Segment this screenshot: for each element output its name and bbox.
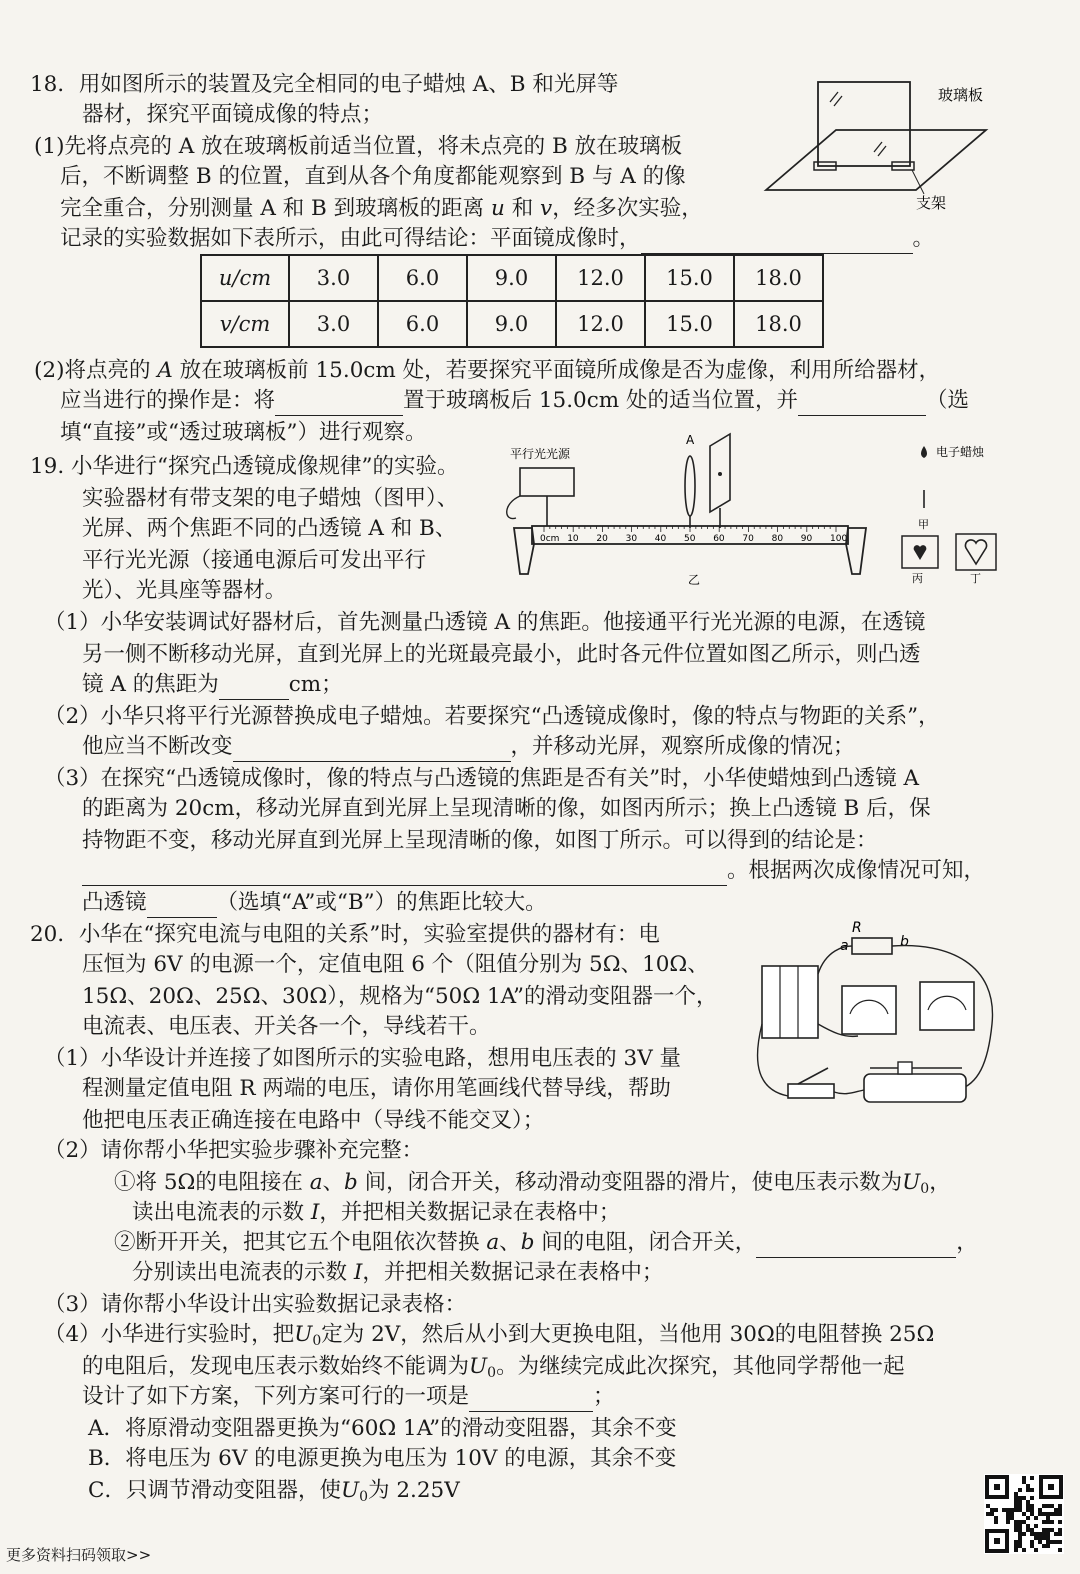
q20-text: 定为 2V，然后从小到大更换电阻，当他用 30Ω的电阻替换 25Ω bbox=[321, 1322, 935, 1347]
ruler-tick-label: 20 bbox=[596, 534, 608, 544]
q18-part2-line2 bbox=[60, 386, 969, 416]
q19-line1: 19. 小华进行“探究凸透镜成像规律”的实验。 bbox=[30, 454, 459, 479]
qr-module bbox=[1018, 1532, 1022, 1536]
glass-hatch bbox=[878, 146, 886, 156]
answer-blank-option[interactable] bbox=[469, 1389, 593, 1412]
ruler-tick-label: 70 bbox=[742, 534, 754, 544]
qr-module bbox=[1058, 1532, 1062, 1536]
option-A: A．将原滑动变阻器更换为“60Ω 1A”的滑动变阻器，其余不变 bbox=[88, 1416, 677, 1441]
answer-blank-step2[interactable] bbox=[756, 1235, 956, 1258]
var-A: A bbox=[157, 358, 173, 383]
var-v: v bbox=[540, 196, 553, 221]
label-b: b bbox=[900, 934, 909, 950]
rheostat-slider bbox=[898, 1062, 912, 1074]
qr-module bbox=[1022, 1520, 1026, 1524]
qr-module bbox=[994, 1508, 998, 1512]
qr-module bbox=[1030, 1528, 1034, 1532]
q20-text: ， bbox=[929, 1170, 951, 1195]
qr-module bbox=[1050, 1528, 1054, 1532]
subscript-0: 0 bbox=[312, 1333, 322, 1349]
q20-text: （4）小华进行实验时，把 bbox=[44, 1322, 295, 1347]
qr-module bbox=[1042, 1532, 1046, 1536]
qr-module bbox=[1010, 1516, 1014, 1520]
qr-module bbox=[1034, 1516, 1038, 1520]
resistor-R bbox=[852, 938, 892, 954]
ruler-tick-label: 10 bbox=[567, 534, 579, 544]
q20-line3: 15Ω、20Ω、25Ω、30Ω），规格为“50Ω 1A”的滑动变阻器一个， bbox=[82, 984, 718, 1009]
table-cell: 18.0 bbox=[734, 301, 823, 347]
qr-module bbox=[1026, 1504, 1030, 1508]
switch-base bbox=[788, 1084, 834, 1098]
candle-flame-icon bbox=[921, 446, 927, 458]
qr-module bbox=[1010, 1508, 1014, 1512]
qr-module bbox=[1026, 1484, 1030, 1488]
qr-module bbox=[1014, 1528, 1018, 1532]
q18-text: 置于玻璃板后 15.0cm 处的适当位置，并 bbox=[403, 388, 798, 413]
inverted-image-large-icon bbox=[965, 540, 986, 564]
light-source-box bbox=[520, 468, 574, 496]
qr-module bbox=[1038, 1540, 1042, 1544]
qr-module bbox=[1002, 1508, 1006, 1512]
qr-module bbox=[1022, 1512, 1026, 1516]
power-cord bbox=[507, 496, 520, 519]
qr-module bbox=[1042, 1544, 1046, 1548]
qr-module bbox=[1018, 1496, 1022, 1500]
glass-plate-figure bbox=[756, 70, 996, 220]
qr-module bbox=[1030, 1504, 1034, 1508]
qr-module bbox=[1018, 1540, 1022, 1544]
answer-blank-lens-choice[interactable] bbox=[147, 895, 217, 918]
answer-blank-conclusion[interactable] bbox=[82, 863, 727, 886]
optical-bench-figure bbox=[498, 424, 873, 594]
q18-part2-line3: 填“直接”或“透过玻璃板”）进行观察。 bbox=[60, 420, 427, 445]
q18-text: (2)将点亮的 bbox=[34, 358, 158, 383]
table-cell: 3.0 bbox=[289, 255, 378, 301]
table-cell: 9.0 bbox=[467, 255, 556, 301]
q18-text: ，经多次实验， bbox=[552, 196, 703, 221]
label-candle: 电子蜡烛 bbox=[936, 445, 985, 459]
q20-part4-line1 bbox=[44, 1320, 934, 1356]
q19-text: 凸透镜 bbox=[82, 890, 147, 915]
q20-text: ，并把相关数据记录在表格中； bbox=[319, 1200, 621, 1225]
var-U: U bbox=[340, 1478, 360, 1503]
table-surface bbox=[766, 130, 986, 190]
qr-module bbox=[1046, 1532, 1050, 1536]
qr-module bbox=[1026, 1488, 1030, 1492]
q18-text: （选 bbox=[926, 388, 970, 413]
table-cell: 15.0 bbox=[645, 301, 734, 347]
q20-text: 设计了如下方案，下列方案可行的一项是 bbox=[82, 1384, 470, 1409]
q20-text: 间，闭合开关，移动滑动变阻器的滑片，使电压表示数为 bbox=[357, 1170, 903, 1195]
qr-module bbox=[1046, 1504, 1050, 1508]
label-light-source: 平行光光源 bbox=[510, 447, 571, 461]
q19-part3-line4 bbox=[82, 856, 985, 886]
qr-module bbox=[1014, 1500, 1018, 1504]
q20-text: ，并把相关数据记录在表格中； bbox=[362, 1260, 664, 1285]
var-I: I bbox=[310, 1200, 320, 1225]
q20-line1: 20．小华在“探究电流与电阻的关系”时，实验室提供的器材有：电 bbox=[30, 922, 660, 947]
qr-module bbox=[1042, 1512, 1046, 1516]
q18-text: 完全重合，分别测量 A 和 B 到玻璃板的距离 bbox=[60, 196, 491, 221]
q20-step1-line2 bbox=[132, 1198, 620, 1228]
qr-module bbox=[1014, 1548, 1018, 1552]
qr-module bbox=[1030, 1512, 1034, 1516]
qr-module bbox=[1026, 1524, 1030, 1528]
qr-module bbox=[1054, 1532, 1058, 1536]
ruler-ticks bbox=[540, 526, 847, 544]
bench-leg-right bbox=[846, 528, 866, 574]
uv-data-table bbox=[200, 254, 824, 348]
ruler-tick-label: 80 bbox=[771, 534, 784, 544]
table-cell: 6.0 bbox=[378, 301, 467, 347]
q18-text: 和 bbox=[504, 196, 541, 221]
q20-text: 为 2.25V bbox=[368, 1478, 460, 1503]
qr-module bbox=[1014, 1540, 1018, 1544]
q18-part1-line3 bbox=[60, 194, 703, 224]
qr-module bbox=[1054, 1540, 1058, 1544]
var-b: b bbox=[344, 1170, 358, 1195]
label-R: R bbox=[852, 920, 862, 936]
qr-module bbox=[1026, 1516, 1030, 1520]
table-cell: 18.0 bbox=[734, 255, 823, 301]
qr-module bbox=[1022, 1480, 1026, 1484]
table-cell: 9.0 bbox=[467, 301, 556, 347]
q18-text: 放在玻璃板前 15.0cm 处，若要探究平面镜所成像是否为虚像，利用所给器材， bbox=[172, 358, 941, 383]
qr-module bbox=[1054, 1508, 1058, 1512]
circuit-figure bbox=[748, 914, 1004, 1126]
qr-module bbox=[1022, 1548, 1026, 1552]
qr-module bbox=[1014, 1504, 1018, 1508]
var-I: I bbox=[353, 1260, 363, 1285]
qr-module bbox=[1046, 1540, 1050, 1544]
qr-module bbox=[1050, 1512, 1054, 1516]
q20-text: 读出电流表的示数 bbox=[132, 1200, 311, 1225]
qr-finder-center bbox=[994, 1484, 1000, 1490]
qr-module bbox=[1006, 1516, 1010, 1520]
footer-text[interactable]: 更多资料扫码领取>> bbox=[6, 1546, 152, 1564]
qr-module bbox=[1058, 1520, 1062, 1524]
glass-hatch bbox=[874, 142, 882, 152]
qr-module bbox=[1018, 1520, 1022, 1524]
var-b: b bbox=[520, 1230, 535, 1255]
var-u: u bbox=[491, 196, 505, 221]
qr-module bbox=[1022, 1476, 1026, 1480]
qr-finder-center bbox=[994, 1538, 1000, 1544]
qr-module bbox=[1058, 1504, 1062, 1508]
qr-code-icon[interactable] bbox=[984, 1474, 1064, 1554]
table-cell: 12.0 bbox=[556, 255, 645, 301]
qr-module bbox=[1026, 1528, 1030, 1532]
qr-module bbox=[1038, 1508, 1042, 1512]
q20-part1-line3: 他把电压表正确连接在电路中（导线不能交叉）； bbox=[82, 1108, 545, 1133]
q19-text: 他应当不断改变 bbox=[82, 734, 233, 759]
qr-module bbox=[1042, 1536, 1046, 1540]
ruler-tick-label: 90 bbox=[800, 534, 813, 544]
ruler-tick-label: 40 bbox=[654, 534, 667, 544]
q19-line2: 实验器材有带支架的电子蜡烛（图甲）、 bbox=[82, 486, 459, 511]
qr-module bbox=[1046, 1528, 1050, 1532]
table-cell: 15.0 bbox=[645, 255, 734, 301]
ruler-tick-label: 30 bbox=[625, 534, 638, 544]
q18-part1-line2: 后，不断调整 B 的位置，直到从各个角度都能观察到 B 与 A 的像 bbox=[60, 164, 686, 189]
qr-module bbox=[1038, 1536, 1042, 1540]
switch-lever bbox=[798, 1068, 828, 1084]
q19-part3-line5 bbox=[82, 888, 547, 918]
qr-module bbox=[986, 1512, 990, 1516]
var-U: U bbox=[469, 1354, 488, 1379]
q20-text: ①将 5Ω的电阻接在 bbox=[114, 1170, 310, 1195]
qr-module bbox=[1026, 1508, 1030, 1512]
qr-module bbox=[1042, 1504, 1046, 1508]
glass-plate bbox=[818, 82, 910, 166]
qr-module bbox=[1034, 1532, 1038, 1536]
qr-module bbox=[1046, 1520, 1050, 1524]
table-cell: 6.0 bbox=[378, 255, 467, 301]
qr-module bbox=[1046, 1516, 1050, 1520]
q18-part2-line1 bbox=[34, 356, 940, 386]
label-lens-A: A bbox=[686, 433, 695, 447]
q20-text: 、 bbox=[322, 1170, 345, 1195]
q20-text: C．只调节滑动变阻器，使 bbox=[88, 1478, 341, 1503]
q19-part2-line1: （2）小华只将平行光源替换成电子蜡烛。若要探究“凸透镜成像时，像的特点与物距的关系”， bbox=[44, 704, 940, 729]
label-glass: 玻璃板 bbox=[938, 86, 984, 104]
label-yi: 乙 bbox=[688, 573, 701, 587]
q19-text: 镜 A 的焦距为 bbox=[82, 672, 219, 697]
qr-module bbox=[1018, 1524, 1022, 1528]
table-row bbox=[201, 255, 823, 301]
light-spot bbox=[718, 472, 722, 476]
answer-blank-focal-length[interactable] bbox=[219, 677, 289, 700]
q18-text: 应当进行的操作是：将 bbox=[60, 388, 276, 413]
qr-module bbox=[1058, 1540, 1062, 1544]
q20-part1-line1: （1）小华设计并连接了如图所示的实验电路，想用电压表的 3V 量 bbox=[44, 1046, 682, 1071]
qr-module bbox=[1058, 1512, 1062, 1516]
candle-and-images-figure bbox=[890, 436, 1030, 586]
q20-text: 的电阻后，发现电压表示数始终不能调为 bbox=[82, 1354, 470, 1379]
qr-module bbox=[1014, 1520, 1018, 1524]
var-a: a bbox=[486, 1230, 500, 1255]
var-U: U bbox=[902, 1170, 921, 1195]
qr-module bbox=[1018, 1500, 1022, 1504]
qr-module bbox=[1058, 1508, 1062, 1512]
q20-text: ， bbox=[956, 1230, 978, 1255]
inverted-image-small-icon bbox=[914, 545, 927, 560]
voltmeter bbox=[920, 982, 974, 1030]
var-U: U bbox=[294, 1322, 313, 1347]
q18-part1-line4 bbox=[60, 224, 934, 254]
q18-text: 记录的实验数据如下表所示，由此可得结论：平面镜成像时， bbox=[60, 226, 641, 251]
qr-module bbox=[986, 1504, 990, 1508]
sliding-rheostat bbox=[864, 1074, 966, 1102]
qr-module bbox=[1006, 1520, 1010, 1524]
table-row bbox=[201, 301, 823, 347]
q19-part2-line2 bbox=[82, 732, 855, 762]
glass-hatch bbox=[830, 92, 838, 102]
q19-part3-line3: 持物距不变，移动光屏直到光屏上呈现清晰的像，如图丁所示。可以得到的结论是： bbox=[82, 828, 878, 853]
qr-module bbox=[1054, 1512, 1058, 1516]
q20-part4-line3 bbox=[82, 1382, 615, 1412]
q20-text: 分别读出电流表的示数 bbox=[132, 1260, 354, 1285]
q20-text: ②断开开关，把其它五个电阻依次替换 bbox=[114, 1230, 487, 1255]
qr-module bbox=[1038, 1512, 1042, 1516]
qr-module bbox=[1014, 1492, 1018, 1496]
qr-module bbox=[990, 1508, 994, 1512]
q20-text: ； bbox=[593, 1384, 615, 1409]
ruler-tick-label: 50 bbox=[684, 534, 696, 544]
qr-finder-center bbox=[1048, 1484, 1054, 1490]
qr-module bbox=[1014, 1496, 1018, 1500]
qr-module bbox=[1034, 1548, 1038, 1552]
qr-module bbox=[994, 1520, 998, 1524]
qr-module bbox=[1042, 1520, 1046, 1524]
qr-module bbox=[1022, 1496, 1026, 1500]
qr-module bbox=[1046, 1544, 1050, 1548]
subscript-0: 0 bbox=[359, 1489, 368, 1505]
convex-lens bbox=[685, 456, 695, 516]
q18-line1: 18．用如图所示的装置及完全相同的电子蜡烛 A、B 和光屏等 bbox=[30, 72, 619, 97]
qr-module bbox=[1058, 1548, 1062, 1552]
label-bing: 丙 bbox=[912, 572, 923, 585]
q20-part1-line2: 程测量定值电阻 R 两端的电压，请你用笔画线代替导线，帮助 bbox=[82, 1076, 671, 1101]
qr-module bbox=[1006, 1512, 1010, 1516]
qr-module bbox=[1038, 1532, 1042, 1536]
qr-module bbox=[1018, 1508, 1022, 1512]
q19-text: cm； bbox=[288, 672, 343, 697]
table-header-v: v/cm bbox=[201, 301, 289, 347]
qr-module bbox=[1058, 1528, 1062, 1532]
qr-module bbox=[1010, 1512, 1014, 1516]
q20-step2-line1 bbox=[114, 1228, 978, 1258]
q19-part1-line1: （1）小华安装调试好器材后，首先测量凸透镜 A 的焦距。他接通平行光光源的电源，在透镜 bbox=[44, 610, 926, 635]
table-cell: 3.0 bbox=[289, 301, 378, 347]
qr-module bbox=[1018, 1528, 1022, 1532]
subscript-0: 0 bbox=[920, 1181, 930, 1197]
bench-leg-left bbox=[514, 528, 534, 574]
qr-module bbox=[1034, 1524, 1038, 1528]
table-header-u: u/cm bbox=[201, 255, 289, 301]
q19-line4: 平行光光源（接通电源后可发出平行 bbox=[82, 548, 427, 573]
qr-module bbox=[1018, 1488, 1022, 1492]
qr-module bbox=[1018, 1544, 1022, 1548]
answer-blank-conclusion[interactable] bbox=[641, 231, 913, 254]
q18-line2: 器材，探究平面镜成像的特点； bbox=[82, 102, 384, 127]
label-ding: 丁 bbox=[970, 572, 981, 585]
var-a: a bbox=[309, 1170, 323, 1195]
qr-module bbox=[990, 1512, 994, 1516]
glass-hatch bbox=[834, 96, 842, 106]
q20-text: 间的电阻，闭合开关， bbox=[534, 1230, 757, 1255]
qr-module bbox=[1042, 1528, 1046, 1532]
option-B: B．将电压为 6V 的电源更换为电压为 10V 的电源，其余不变 bbox=[88, 1446, 677, 1471]
qr-module bbox=[1014, 1544, 1018, 1548]
q20-text: 。为继续完成此次探究，其他同学帮他一起 bbox=[496, 1354, 905, 1379]
q19-text: 。根据两次成像情况可知， bbox=[727, 858, 986, 883]
q19-line3: 光屏、两个焦距不同的凸透镜 A 和 B、 bbox=[82, 516, 457, 541]
option-C bbox=[88, 1476, 460, 1512]
q19-part3-line1: （3）在探究“凸透镜成像时，像的特点与凸透镜的焦距是否有关”时，小华使蜡烛到凸透镜 A bbox=[44, 766, 920, 791]
qr-module bbox=[1030, 1508, 1034, 1512]
label-stand: 支架 bbox=[916, 194, 947, 212]
q19-part3-line2: 的距离为 20cm，移动光屏直到光屏上呈现清晰的像，如图丙所示；换上凸透镜 B 后，保 bbox=[82, 796, 931, 821]
q20-part3: （3）请你帮小华设计出实验数据记录表格： bbox=[44, 1292, 467, 1317]
q18-part1-line1: (1)先将点亮的 A 放在玻璃板前适当位置，将未点亮的 B 放在玻璃板 bbox=[34, 134, 683, 159]
qr-module bbox=[994, 1516, 998, 1520]
ruler-tick-label: 60 bbox=[713, 534, 725, 544]
q19-text: ，并移动光屏，观察所成像的情况； bbox=[510, 734, 855, 759]
qr-module bbox=[1030, 1488, 1034, 1492]
ammeter bbox=[842, 986, 896, 1034]
q20-step2-line2 bbox=[132, 1258, 663, 1288]
q19-line5: 光）、光具座等器材。 bbox=[82, 578, 287, 603]
qr-module bbox=[1050, 1504, 1054, 1508]
qr-module bbox=[1030, 1532, 1034, 1536]
q20-line4: 电流表、电压表、开关各一个，导线若干。 bbox=[82, 1014, 491, 1039]
battery-pack bbox=[762, 966, 818, 1038]
answer-blank-variable[interactable] bbox=[233, 739, 511, 762]
qr-module bbox=[1018, 1536, 1022, 1540]
table-cell: 12.0 bbox=[556, 301, 645, 347]
qr-module bbox=[1050, 1520, 1054, 1524]
qr-module bbox=[1030, 1540, 1034, 1544]
qr-module bbox=[1030, 1544, 1034, 1548]
qr-module bbox=[1026, 1500, 1030, 1504]
ruler-tick-label: 100 bbox=[830, 534, 848, 544]
q19-part1-line3 bbox=[82, 670, 343, 700]
qr-module bbox=[1014, 1524, 1018, 1528]
q20-line2: 压恒为 6V 的电源一个，定值电阻 6 个（阻值分别为 5Ω、10Ω、 bbox=[82, 952, 709, 977]
answer-blank-place[interactable] bbox=[275, 393, 403, 416]
ruler-tick-label: 0cm bbox=[540, 534, 560, 544]
qr-module bbox=[1018, 1504, 1022, 1508]
qr-module bbox=[1050, 1540, 1054, 1544]
qr-module bbox=[1014, 1508, 1018, 1512]
q20-text: 、 bbox=[499, 1230, 521, 1255]
qr-module bbox=[1006, 1508, 1010, 1512]
label-a: a bbox=[840, 938, 849, 954]
qr-module bbox=[1030, 1496, 1034, 1500]
qr-module bbox=[1034, 1536, 1038, 1540]
q18-text: 。 bbox=[912, 226, 935, 251]
wire bbox=[834, 1090, 864, 1094]
qr-module bbox=[1030, 1476, 1034, 1480]
q20-part2-line0: （2）请你帮小华把实验步骤补充完整： bbox=[44, 1138, 424, 1163]
label-jia: 甲 bbox=[918, 518, 929, 531]
q19-text: （选填“A”或“B”）的焦距比较大。 bbox=[216, 890, 547, 915]
answer-blank-observe[interactable] bbox=[798, 393, 926, 416]
q19-part1-line2: 另一侧不断移动光屏，直到光屏上的光斑最亮最小，此时各元件位置如图乙所示，则凸透 bbox=[82, 642, 921, 667]
subscript-0: 0 bbox=[487, 1365, 497, 1381]
qr-module bbox=[1046, 1536, 1050, 1540]
qr-module bbox=[1046, 1512, 1050, 1516]
qr-module bbox=[1022, 1532, 1026, 1536]
